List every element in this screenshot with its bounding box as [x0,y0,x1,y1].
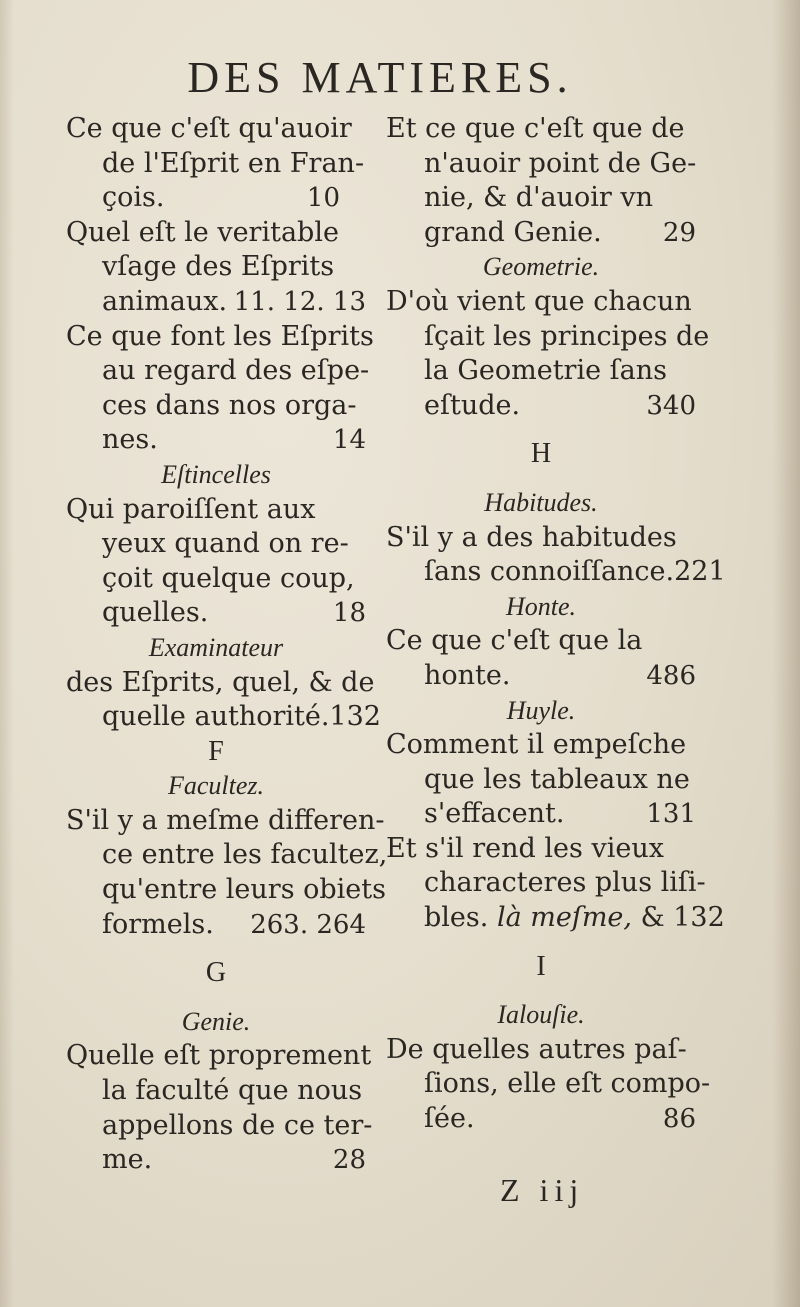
entry-line: ces dans nos orga- [102,389,357,421]
entry-line [66,285,366,320]
entry-line: De quelles autres paſ- [386,1033,687,1065]
page-number: 18 [332,598,366,629]
index-heading: Honte. [505,591,577,621]
entry-line: Et ce que c'eſt que de [386,113,685,144]
entry-line [386,659,696,694]
entry-text: quelle authorité. [102,701,330,733]
entry-line: Qui paroiſſent aux [66,493,316,525]
index-heading: Genie. [181,1006,251,1036]
index-letter: H [530,438,552,470]
index-entry [66,804,388,942]
entry-line: au regard des eſpe- [102,355,370,387]
index-heading: Habitudes. [484,487,598,517]
entry-line: qu'entre leurs obiets [102,874,386,906]
entry-line: Quelle eſt proprement [66,1040,372,1072]
page-heading: DES MATIERES. [187,53,573,102]
entry-line: ce entre les facultez, [102,839,388,871]
entry-line: Ce que c'eſt que la [386,625,643,657]
entry-text: s'effacent. [424,798,565,830]
entry-text: honte. [424,659,511,691]
entry-line: Ce que font les Eſprits [66,320,374,352]
entry-text: nes. [102,424,158,456]
entry-line [386,797,696,832]
index-entry [386,521,726,590]
index-heading: Examinateur [148,632,284,662]
entry-line [66,423,366,458]
index-heading: Geometrie. [482,252,600,282]
entry-line [66,596,366,631]
index-column-left [66,112,388,1178]
index-entry [386,285,710,423]
entry-text: eſtude. [424,389,521,421]
entry-line: Quel eſt le veritable [66,216,339,248]
page-number: 132 [329,701,381,733]
entry-text: quelles. [102,597,209,629]
entry-line [66,908,366,943]
index-heading: Huyle. [506,695,576,725]
page-number: 86 [662,1104,696,1135]
page-number: 221 [674,556,726,588]
index-heading: Facultez. [167,771,265,801]
entry-line: Comment il empeſche [386,729,687,761]
entry-line: yeux quand on re- [102,528,349,560]
index-entry [386,1033,711,1137]
entry-line [386,901,725,936]
signature-mark: Z iij [500,1172,585,1208]
entry-line [386,389,696,424]
entry-text: me. [102,1144,153,1176]
page-number: 28 [332,1145,366,1176]
page-right-edge [772,0,800,1307]
entry-line [66,700,381,735]
entry-text: formels. [102,908,214,940]
page-number: 486 [646,660,696,691]
page-left-edge [0,0,14,1307]
entry-text: bles. [424,902,489,934]
index-entry [66,493,366,631]
entry-text: çois. [102,182,165,214]
page-number: 14 [332,425,366,456]
entry-line [66,181,366,216]
index-entry [66,1039,373,1177]
entry-line [386,216,696,251]
page-number: 11. 12. 13 [233,286,366,317]
index-entry [66,666,381,735]
entry-line: Et s'il rend les vieux [386,832,664,864]
entry-line: D'où vient que chacun [386,285,692,317]
entry-line: çoit quelque coup, [102,562,355,594]
entry-line: la Geometrie ſans [424,355,667,387]
entry-line: de l'Eſprit en Fran- [102,147,365,179]
entry-line: la faculté que nous [102,1075,363,1107]
entry-text: grand Genie. [424,216,602,248]
page-number: 131 [646,799,696,830]
index-entry [66,320,374,458]
page-number: 263. 264 [250,909,366,940]
entry-text: animaux. [102,285,228,317]
index-entry [66,112,366,216]
entry-line [386,1102,696,1137]
entry-line: S'il y a des habitudes [386,521,677,553]
entry-line: Ce que c'eſt qu'auoir [66,113,352,144]
index-letter: G [205,957,227,989]
index-heading: Ialouſie. [497,1000,585,1030]
page-number: & 132 [640,902,725,934]
page-number: 340 [646,390,696,421]
index-letter: F [208,735,224,767]
entry-text-italic: là meſme, [496,902,632,934]
page-number: 10 [306,183,340,214]
index-entry [386,624,696,693]
index-entry [386,832,725,936]
entry-text: ſée. [424,1103,475,1135]
entry-line: n'auoir point de Ge- [424,147,697,179]
entry-line [386,555,726,590]
entry-line: characteres plus liſi- [424,867,706,899]
index-column-right [386,112,726,1137]
entry-line: ſçait les principes de [424,320,710,352]
entry-line: des Eſprits, quel, & de [66,666,375,698]
index-heading: Eſtincelles [161,459,271,489]
entry-line [66,1143,366,1178]
index-entry [386,112,696,250]
index-letter: I [536,950,546,982]
entry-line: vſage des Eſprits [102,251,335,283]
entry-line: appellons de ce ter- [102,1109,373,1141]
entry-text: ſans connoiſſance. [424,556,675,588]
page-number: 29 [662,217,696,248]
entry-line: nie, & d'auoir vn [424,182,653,214]
index-entry [386,728,696,832]
entry-line: que les tableaux ne [424,763,690,795]
index-entry [66,216,366,320]
entry-line: S'il y a meſme differen- [66,804,385,836]
entry-line: ſions, elle eſt compo- [424,1068,711,1100]
